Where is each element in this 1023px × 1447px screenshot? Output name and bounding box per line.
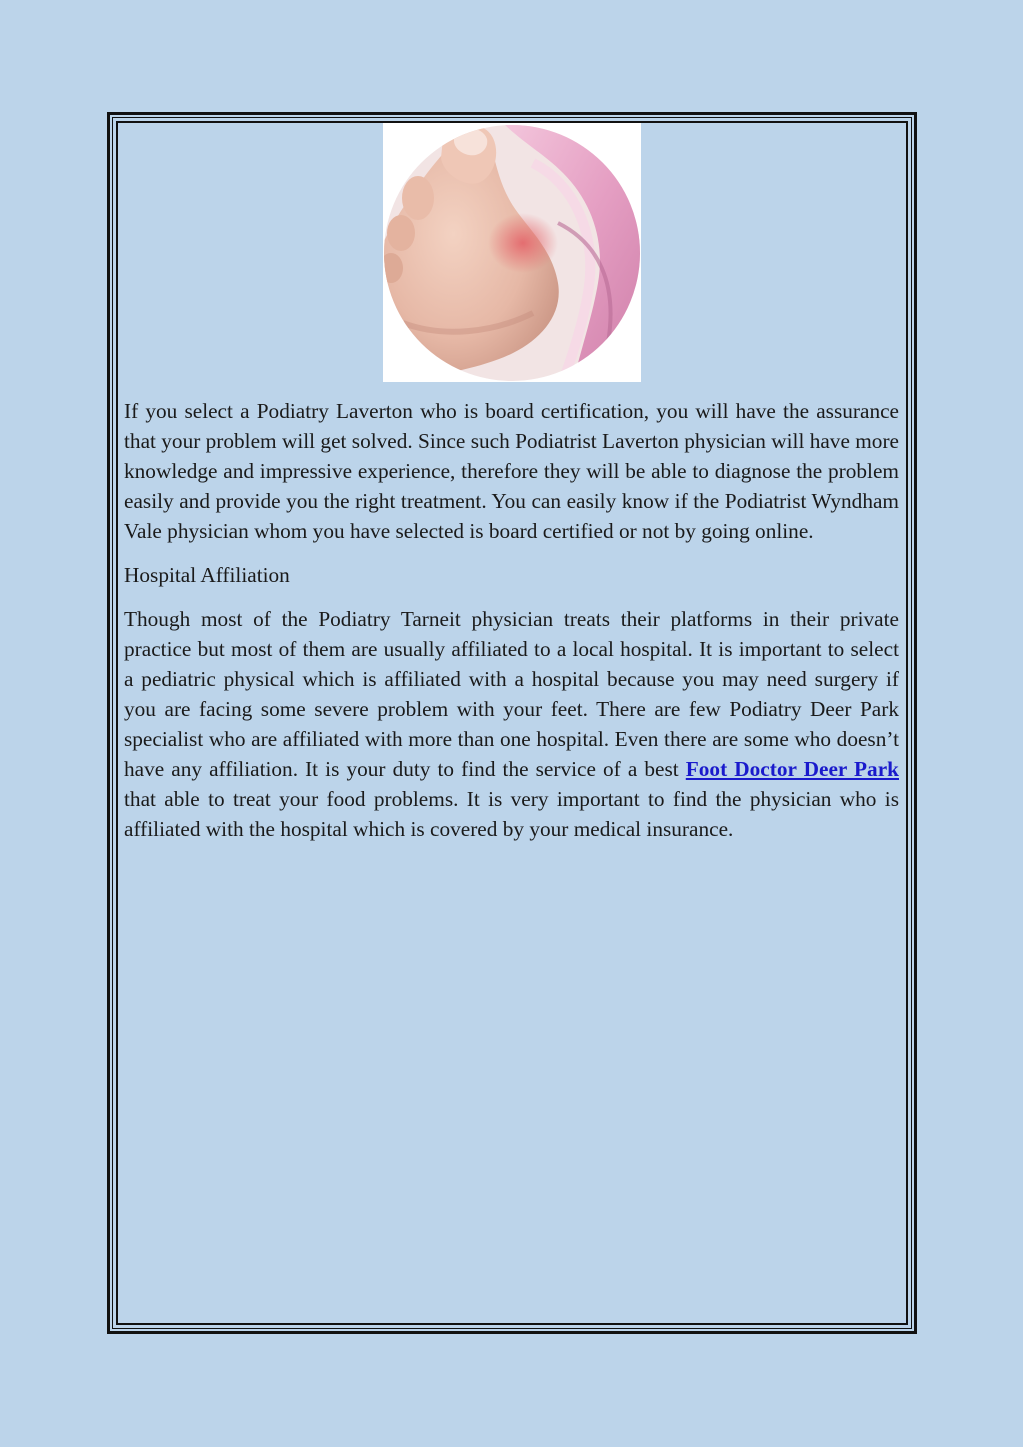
article-body xyxy=(124,396,899,844)
paragraph-text-after-link: that able to treat your food problems. It is very important to find the physician who is affiliated with the hospital which is covered by your medical insurance. xyxy=(124,787,899,841)
affiliation-paragraph xyxy=(124,604,899,844)
foot-bunion-photo xyxy=(383,123,641,382)
paragraph-text-before-link: Though most of the Podiatry Tarneit physician treats their platforms in their private practice but most of them are usually affiliated to a local hospital. It is important to select a pediatric physical which is affiliated with a hospital because you may need surgery if you are facing some severe problem with your feet. There are few Podiatry Deer Park specialist who are affiliated with more than one hospital. Even there are some who doesn’t have any affiliation. It is your duty to find the service of a best xyxy=(124,607,899,781)
foot-doctor-deer-park-link[interactable]: Foot Doctor Deer Park xyxy=(685,757,899,781)
section-heading: Hospital Affiliation xyxy=(124,563,290,587)
intro-paragraph: If you select a Podiatry Laverton who is board certification, you will have the assurance that your problem will get solved. Since such Podiatrist Laverton physician will have more knowledge and impressive experience, therefore they will be able to diagnose the problem easily and provide you the right treatment. You can easily know if the Podiatrist Wyndham Vale physician whom you have selected is board certified or not by going online. xyxy=(124,399,899,543)
foot-photo-illustration xyxy=(383,123,641,382)
